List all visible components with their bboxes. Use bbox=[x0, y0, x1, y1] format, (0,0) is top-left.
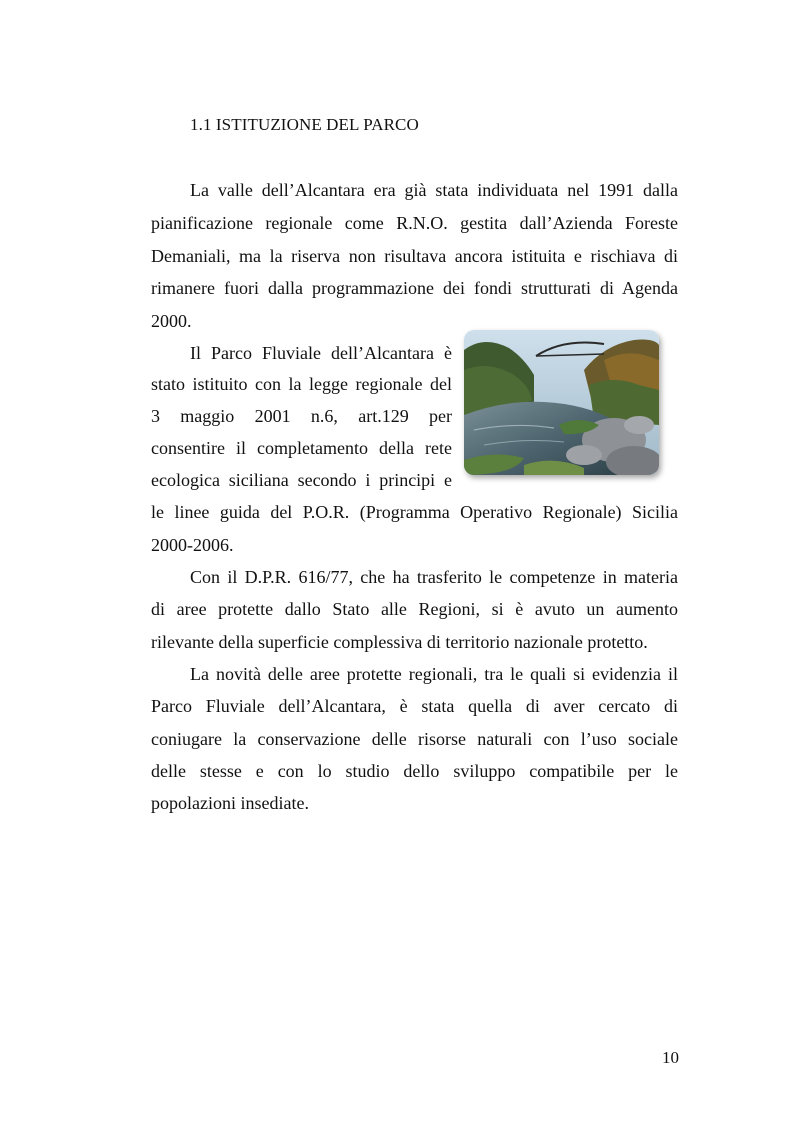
paragraph-line: Parco Fluviale dell’Alcantara, è stata quella di aver cercato di bbox=[151, 696, 678, 716]
paragraph-line: pianificazione regionale come R.N.O. gestita dall’Azienda Foreste bbox=[151, 213, 678, 233]
paragraph-line: 2000. bbox=[151, 311, 192, 331]
paragraph-line: Demaniali, ma la riserva non risultava ancora istituita e rischiava di bbox=[151, 246, 678, 266]
paragraph-line: di aree protette dallo Stato alle Regioni, si è avuto un aumento bbox=[151, 599, 678, 619]
paragraph-line: ecologica siciliana secondo i principi e bbox=[151, 470, 452, 490]
paragraph-line: La valle dell’Alcantara era già stata individuata nel 1991 dalla bbox=[190, 180, 678, 200]
paragraph-line: coniugare la conservazione delle risorse naturali con l’uso sociale bbox=[151, 729, 678, 749]
paragraph-line: 3 maggio 2001 n.6, art.129 per bbox=[151, 406, 452, 426]
paragraph-line: 2000-2006. bbox=[151, 535, 234, 555]
paragraph-line: le linee guida del P.O.R. (Programma Operativo Regionale) Sicilia bbox=[151, 502, 678, 522]
river-photo bbox=[464, 330, 659, 475]
paragraph-line: rimanere fuori dalla programmazione dei fondi strutturati di Agenda bbox=[151, 278, 678, 298]
paragraph-line: delle stesse e con lo studio dello sviluppo compatibile per le bbox=[151, 761, 678, 781]
section-heading: 1.1 ISTITUZIONE DEL PARCO bbox=[190, 115, 419, 134]
paragraph-line: La novità delle aree protette regionali, tra le quali si evidenzia il bbox=[190, 664, 678, 684]
paragraph-line: Con il D.P.R. 616/77, che ha trasferito le competenze in materia bbox=[190, 567, 678, 587]
page-number: 10 bbox=[662, 1048, 679, 1067]
paragraph-line: rilevante della superficie complessiva di territorio nazionale protetto. bbox=[151, 632, 648, 652]
paragraph-line: stato istituito con la legge regionale del bbox=[151, 374, 452, 394]
paragraph-line: popolazioni insediate. bbox=[151, 793, 309, 813]
paragraph-line: Il Parco Fluviale dell’Alcantara è bbox=[190, 343, 452, 363]
paragraph-line: consentire il completamento della rete bbox=[151, 438, 452, 458]
